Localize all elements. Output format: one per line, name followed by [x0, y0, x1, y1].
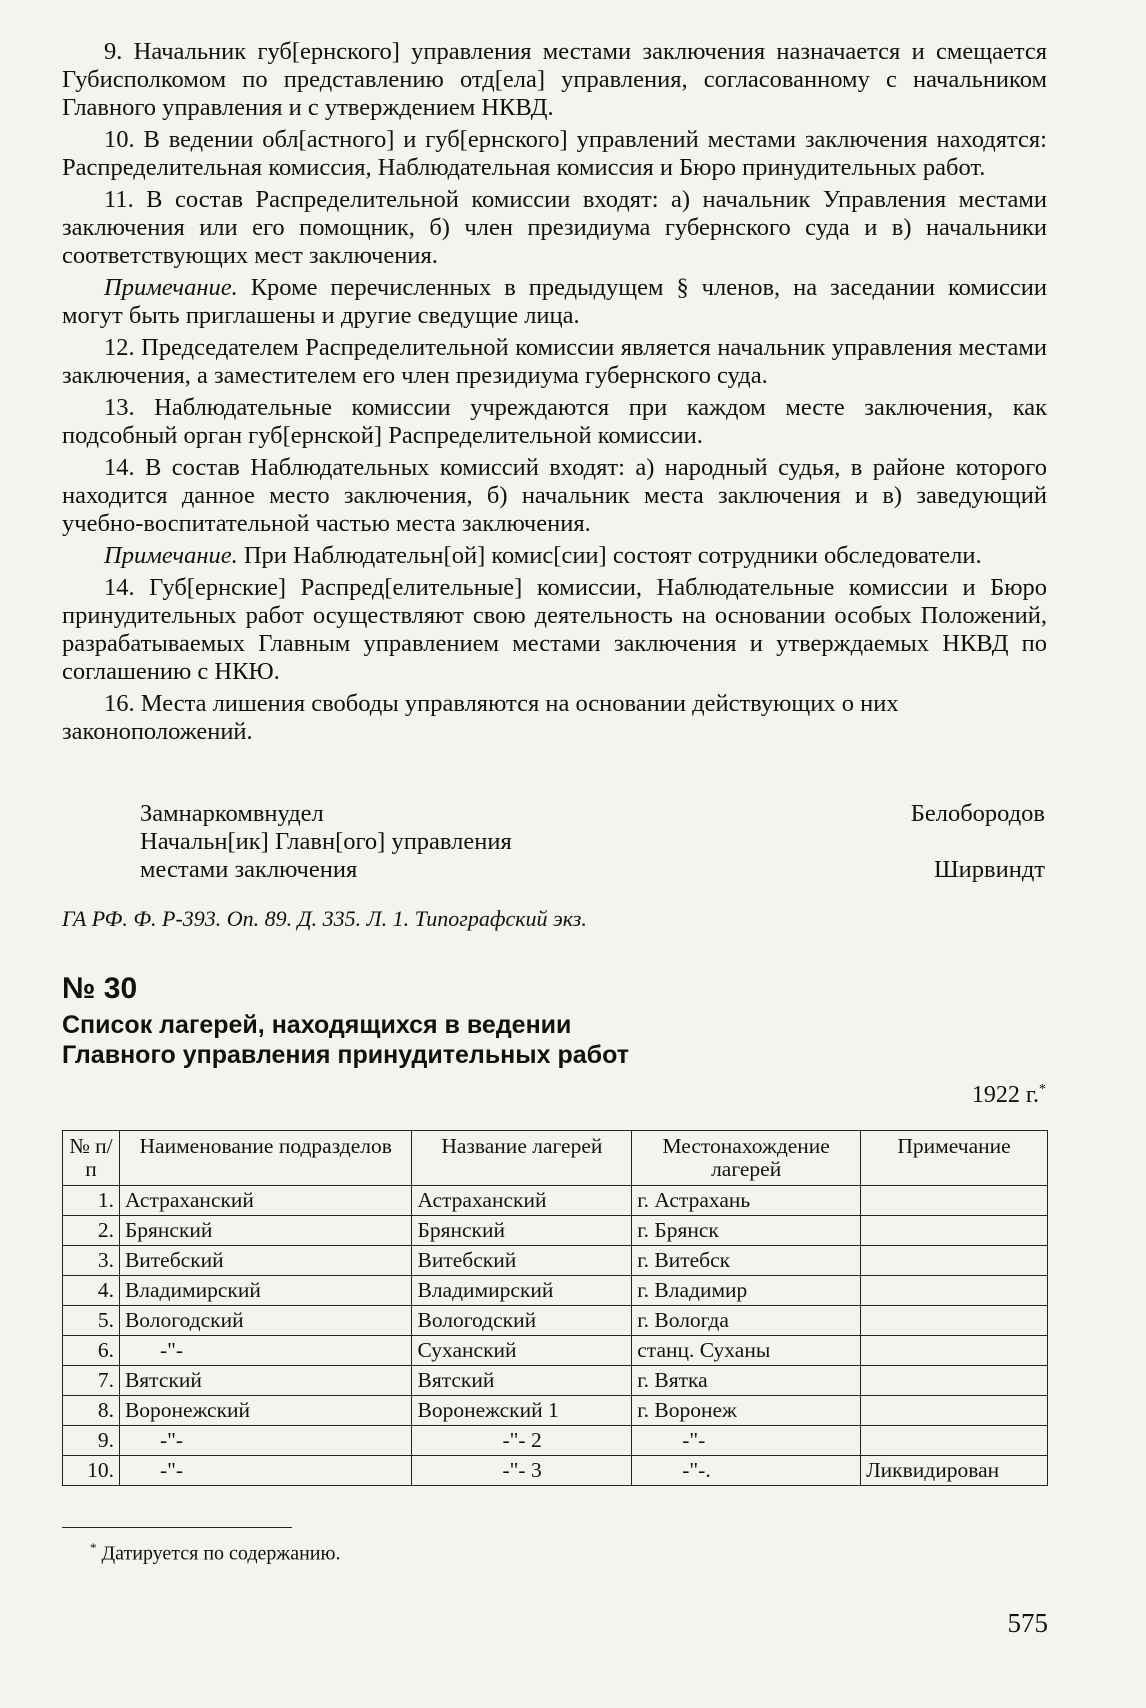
- footnote: * Датируется по содержанию.: [90, 1540, 341, 1565]
- note-paragraph: Примечание. Кроме перечисленных в предыдущем § членов, на заседании комиссии могут быть приглашены и другие сведущие лица.: [62, 274, 1047, 329]
- table-header-row: [63, 1131, 1048, 1186]
- paragraph-14b: 14. Губ[ернские] Распред[елительные] комиссии, Наблюдательные комиссии и Бюро принудительных работ осуществляют свою деятельность на основании особых Положений, разрабатываемых Главным управлением местами заключения и утверждаемых НКВД по соглашению с НКЮ.: [62, 574, 1047, 685]
- paragraph-9: 9. Начальник губ[ернского] управления местами заключения назначается и смещается Губисполкомом по представлению отд[ела] управления, согласованному с начальником Главного управления и с утверждением НКВД.: [62, 38, 1047, 121]
- table-row: 3. Витебский Витебский г. Витебск: [63, 1246, 1048, 1276]
- page-number: 575: [1007, 1608, 1048, 1638]
- document-date: 1922 г.*: [971, 1082, 1046, 1108]
- table-row: 9. -"- -"- 2 -"-: [63, 1426, 1048, 1456]
- paragraph-13: 13. Наблюдательные комиссии учреждаются при каждом месте заключения, как подсобный орган губ[ернской] Распределительной комиссии.: [62, 394, 1047, 449]
- paragraph-14: 14. В состав Наблюдательных комиссий входят: а) народный судья, в районе которого находится данное место заключения, б) начальник места заключения и в) заведующий учебно-воспитательной частью места заключения.: [62, 454, 1047, 537]
- signer-name: Ширвиндт: [933, 856, 1045, 883]
- paragraph-16: 16. Места лишения свободы управляются на основании действующих о них законоположений.: [62, 690, 899, 745]
- document-number: № 30: [62, 972, 138, 1005]
- paragraph-11: 11. В состав Распределительной комиссии входят: а) начальник Управления местами заключения или его помощник, б) член президиума губернского суда и в) начальники соответствующих мест заключения.: [62, 186, 1047, 269]
- col-header-location: Местонахождение лагерей: [632, 1131, 861, 1186]
- note-paragraph: Примечание. При Наблюдательн[ой] комис[сии] состоят сотрудники обследователи.: [104, 542, 982, 569]
- col-header-camp: Название лагерей: [412, 1131, 632, 1186]
- paragraph-10: 10. В ведении обл[астного] и губ[ернского] управлений местами заключения находятся: Распределительная комиссия, Наблюдательная комиссия и Бюро принудительных работ.: [62, 126, 1047, 181]
- col-header-num: № п/п: [63, 1131, 120, 1186]
- regulation-text: [62, 38, 1047, 750]
- archive-reference: ГА РФ. Ф. Р-393. Оп. 89. Д. 335. Л. 1. Типографский экз.: [62, 906, 587, 931]
- signer-name: Белобородов: [910, 800, 1045, 827]
- signer-title: Начальн[ик] Главн[ого] управления: [140, 828, 512, 855]
- paragraph-12: 12. Председателем Распределительной комиссии является начальник управления местами заключения, а заместителем его член президиума губернского суда.: [62, 334, 1047, 389]
- col-header-note: Примечание: [861, 1131, 1048, 1186]
- signer-title: местами заключения: [140, 856, 358, 883]
- document-title: Список лагерей, находящихся в ведении Главного управления принудительных работ: [62, 1011, 629, 1069]
- table-row: 2. Брянский Брянский г. Брянск: [63, 1216, 1048, 1246]
- table-row: 4. Владимирский Владимирский г. Владимир: [63, 1276, 1048, 1306]
- table-row: 8. Воронежский Воронежский 1 г. Воронеж: [63, 1396, 1048, 1426]
- table-row: 1. Астраханский Астраханский г. Астрахань: [63, 1186, 1048, 1216]
- table-row: 6. -"- Суханский станц. Суханы: [63, 1336, 1048, 1366]
- table-row: 7. Вятский Вятский г. Вятка: [63, 1366, 1048, 1396]
- footnote-divider: [62, 1527, 292, 1528]
- signer-title: Замнаркомвнудел: [140, 800, 324, 827]
- table-row: 5. Вологодский Вологодский г. Вологда: [63, 1306, 1048, 1336]
- camps-table: [62, 1130, 1048, 1486]
- table-row: 10. -"- -"- 3 -"-. Ликвидирован: [63, 1456, 1048, 1486]
- col-header-subdivision: Наименование подразделов: [119, 1131, 412, 1186]
